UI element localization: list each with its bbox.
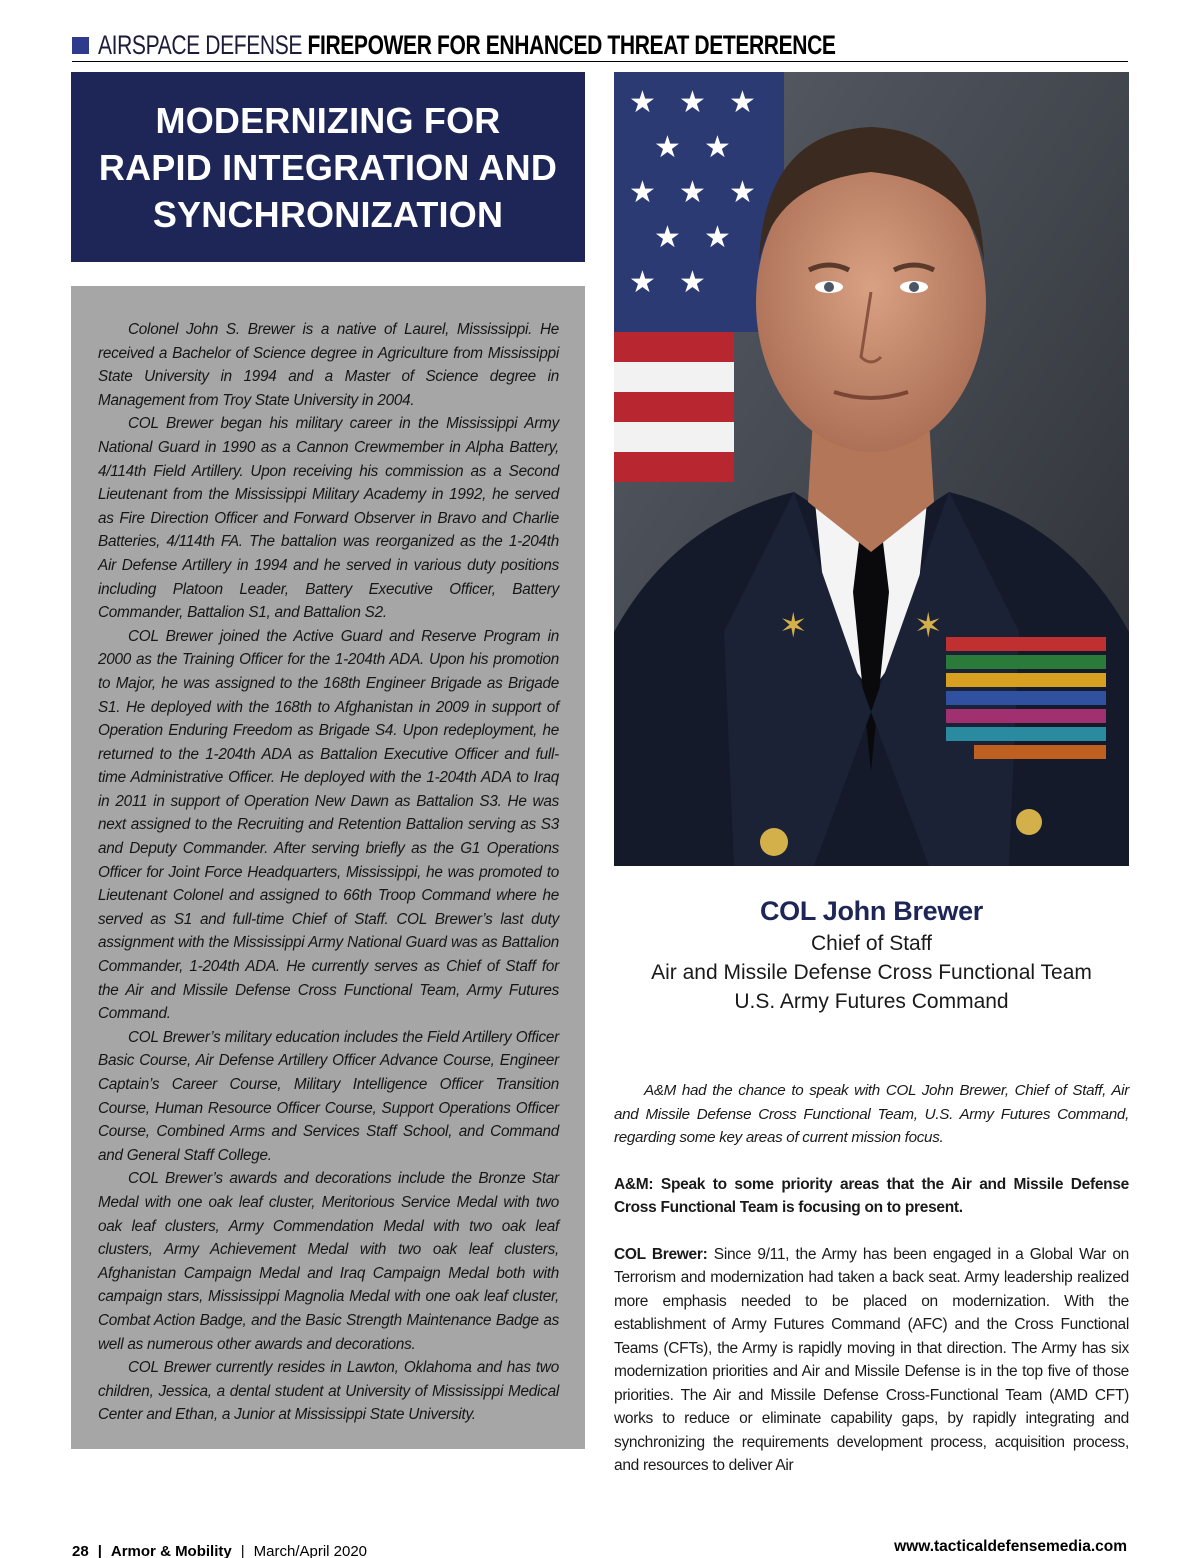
section-header [72, 30, 1044, 60]
svg-text:★: ★ [704, 220, 731, 255]
caption-role: Chief of Staff [810, 932, 933, 955]
svg-text:★: ★ [729, 175, 756, 210]
svg-text:✶: ✶ [779, 606, 808, 646]
interview-intro: A&M had the chance to speak with COL John Brewer, Chief of Staff, Air and Missile Defense Cross Functional Team, U.S. Army Futures Command, regarding some key areas of current mission focus. [614, 1082, 1129, 1146]
photo-caption [614, 893, 1129, 1016]
bio-paragraph-5: COL Brewer’s awards and decorations include the Bronze Star Medal with one oak leaf cluster, Meritorious Service Medal with two oak leaf clusters, Army Commendation Medal with two oak leaf clusters, Army Achievement Medal with two oak leaf clusters, Afghanistan Campaign Medal and Iraq Campaign Medal both with campaign stars, Mississippi Magnolia Medal with one oak leaf cluster, Combat Action Badge, and the Basic Strength Maintenance Badge as well as numerous other awards and decorations. [98, 1170, 559, 1353]
footer-separator: | [97, 1542, 102, 1558]
article-title-box [71, 72, 585, 262]
section-title-light: AIRSPACE DEFENSE [98, 30, 303, 60]
section-title-bold: FIREPOWER FOR ENHANCED THREAT DETERRENCE [307, 30, 836, 60]
footer-separator-2: | [240, 1542, 245, 1558]
bio-paragraph-1: Colonel John S. Brewer is a native of Laurel, Mississippi. He received a Bachelor of Science degree in Agriculture from Mississippi State University in 1994 and a Master of Science degree in Management from Troy State University in 2004. [98, 321, 559, 409]
svg-text:★: ★ [729, 85, 756, 120]
answer-speaker: COL Brewer: [614, 1245, 708, 1263]
svg-text:★: ★ [629, 175, 656, 210]
section-square-icon [72, 37, 89, 54]
bio-paragraph-4: COL Brewer’s military education includes the Field Artillery Officer Basic Course, Air Defense Artillery Officer Advance Course, Engineer Captain’s Career Course, Military Intelligence Officer Transition Course, Human Resource Officer Course, Support Operations Officer Course, Combined Arms and Services Staff School, and Command and General Staff College. [98, 1028, 559, 1164]
issue-date: March/April 2020 [253, 1542, 368, 1558]
interview-question: A&M: Speak to some priority areas that the Air and Missile Defense Cross Functional Team is focusing on to present. [614, 1175, 1129, 1216]
title-line-1: MODERNIZING FOR [155, 99, 501, 141]
header-rule [72, 61, 1128, 62]
interview-column [614, 1079, 1129, 1478]
title-line-3: SYNCHRONIZATION [152, 193, 504, 235]
caption-name: COL John Brewer [759, 896, 984, 926]
svg-text:★: ★ [654, 220, 681, 255]
portrait-photo [614, 72, 1129, 866]
svg-text:★: ★ [679, 265, 706, 300]
article-title [99, 97, 557, 238]
title-line-2: RAPID INTEGRATION AND [98, 146, 558, 188]
svg-text:★: ★ [704, 130, 731, 165]
magazine-name: Armor & Mobility [110, 1542, 232, 1558]
caption-team: Air and Missile Defense Cross Functional Team [651, 961, 1092, 984]
section-title [98, 30, 836, 60]
bio-paragraph-3: COL Brewer joined the Active Guard and Reserve Program in 2000 as the Training Officer for the 1-204th ADA. Upon his promotion to Major, he was assigned to the 168th Engineer Brigade as Brigade S1. He deployed with the 168th to Afghanistan in 2009 in support of Operation Enduring Freedom as Brigade S4. Upon redeployment, he returned to the 1-204th ADA as Battalion Executive Officer and full-time Administrative Officer. He deployed with the 1-204th ADA to Iraq in 2011 in support of Operation New Dawn as Battalion S3. He was next assigned to the Recruiting and Retention Battalion serving as S3 and Deputy Commander. After serving briefly as the G1 Operations Officer for Joint Force Headquarters, Mississippi, he was promoted to Lieutenant Colonel and assigned to 66th Troop Command where he served as S1 and full-time Chief of Staff. COL Brewer’s last duty assignment with the Mississippi Army National Guard was as Battalion Commander, 1-204th ADA. He currently serves as Chief of Staff for the Air and Missile Defense Cross Functional Team, Army Futures Command. [98, 627, 559, 1023]
svg-text:★: ★ [654, 130, 681, 165]
bio-paragraph-6: COL Brewer currently resides in Lawton, Oklahoma and has two children, Jessica, a dental student at University of Mississippi Medical Center and Ethan, a Junior at Mississippi State University. [98, 1359, 559, 1424]
page-number: 28 [72, 1542, 89, 1558]
answer-text: Since 9/11, the Army has been engaged in a Global War on Terrorism and modernization had taken a back seat. Army leadership realized more emphasis needed to be placed on modernization. With the establishment of Army Futures Command (AFC) and the Cross Functional Teams (CFTs), the Army is rapidly moving in that direction. The Army has six modernization priorities and Air and Missile Defense is in the top five of those priorities. The Air and Missile Defense Cross-Functional Team (AMD CFT) works to reduce or eliminate capability gaps, by rapidly integrating and synchronizing the requirements development process, acquisition process, and resources to deliver Air [614, 1245, 1129, 1474]
svg-text:★: ★ [679, 85, 706, 120]
svg-text:★: ★ [629, 85, 656, 120]
svg-text:★: ★ [629, 265, 656, 300]
svg-text:✶: ✶ [914, 606, 943, 646]
interview-answer [614, 1243, 1129, 1478]
bio-sidebar [71, 286, 585, 1449]
page-footer [72, 1540, 367, 1558]
svg-text:★: ★ [679, 175, 706, 210]
caption-command: U.S. Army Futures Command [734, 990, 1009, 1013]
footer-url: www.tacticaldefensemedia.com [894, 1538, 1127, 1555]
bio-paragraph-2: COL Brewer began his military career in the Mississippi Army National Guard in 1990 as a Cannon Crewmember in Alpha Battery, 4/114th Field Artillery. Upon receiving his commission as a Second Lieutenant from the Mississippi Military Academy in 1992, he served as Fire Direction Officer and Forward Observer in Bravo and Charlie Batteries, 4/114th FA. The battalion was reorganized as the 1-204th Air Defense Artillery in 1994 and he served in various duty positions including Platoon Leader, Battery Executive Officer, Battery Commander, Battalion S1, and Battalion S2. [98, 415, 559, 622]
